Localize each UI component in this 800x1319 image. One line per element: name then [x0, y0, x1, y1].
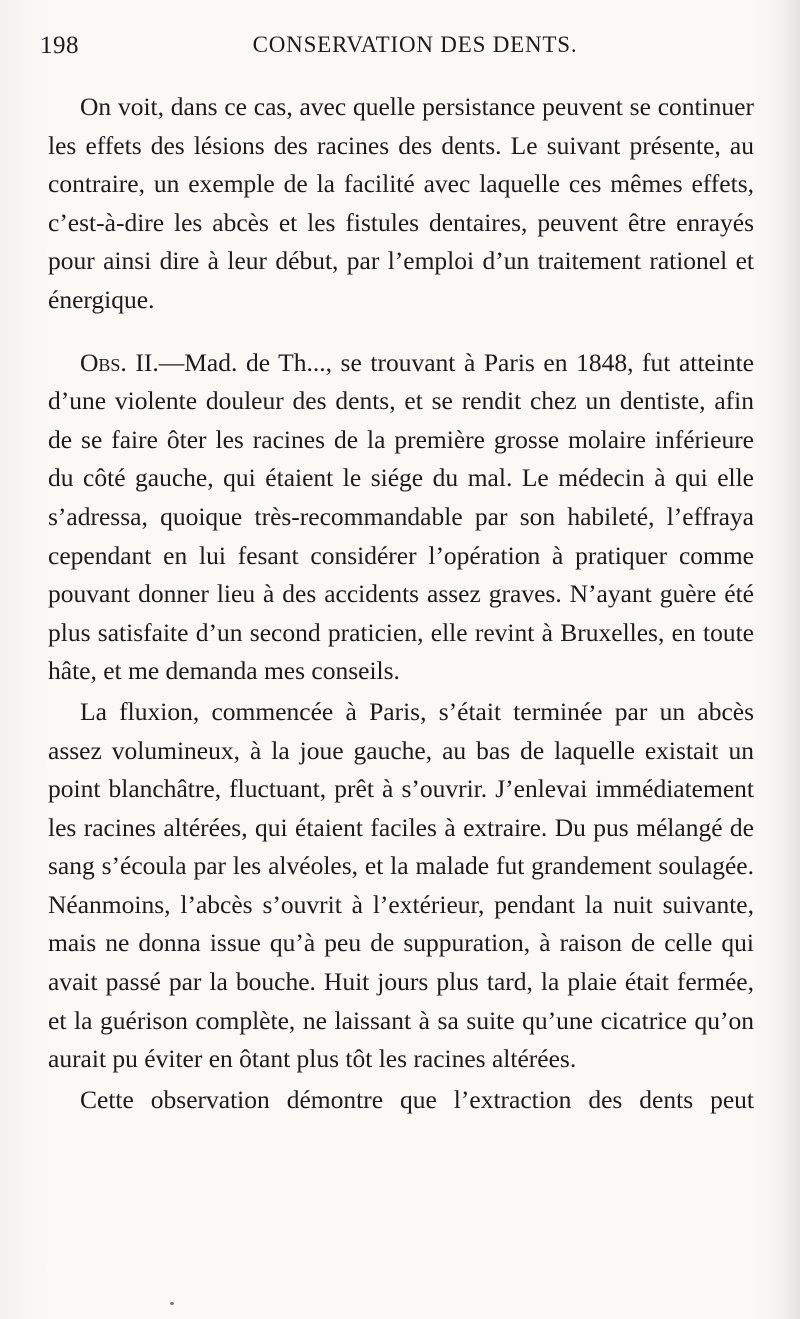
body-text	[48, 88, 754, 1119]
paragraph-intro	[48, 88, 754, 320]
paragraph-observation-text: —Mad. de Th..., se trouvant à Paris en 1848, fut atteinte d’une violente douleur des dents, et se rendit chez un dentiste, afin de se faire ôter les racines de la première grosse molaire inférieure du côté gauche, qui étaient le siége du mal. Le médecin à qui elle s’adressa, quoique très-recommandable par son habileté, l’effraya cependant en lui fesant considérer l’opération à pratiquer comme pouvant donner lieu à des accidents assez graves. N’ayant guère été plus satisfaite d’un second praticien, elle revint à Bruxelles, en toute hâte, et me demanda mes conseils.	[48, 347, 754, 686]
paragraph-intro-text: On voit, dans ce cas, avec quelle persistance peuvent se continuer les effets des lésions des racines des dents. Le suivant présente, au contraire, un exemple de la facilité avec laquelle ces mêmes effets, c’est-à-dire les abcès et les fistules dentaires, peuvent être enrayés pour ainsi dire à leur début, par l’emploi d’un traitement rationel et énergique.	[48, 92, 754, 314]
paragraph-conclusion	[48, 1081, 754, 1120]
paragraph-fluxion	[48, 693, 754, 1079]
paragraph-conclusion-text: Cette observation démontre que l’extraction des dents peut	[80, 1084, 754, 1114]
page-edge-shadow	[782, 0, 800, 1319]
ink-speck	[170, 1302, 174, 1305]
observation-label: Obs. II.	[80, 347, 159, 377]
running-head	[40, 32, 760, 72]
paragraph-observation	[48, 344, 754, 691]
paragraph-fluxion-text: La fluxion, commencée à Paris, s’était terminée par un abcès assez volumineux, à la joue gauche, au bas de laquelle existait un point blanchâtre, fluctuant, prêt à s’ouvrir. J’enlevai immédiatement les racines altérées, qui étaient faciles à extraire. Du pus mélangé de sang s’écoula par les alvéoles, et la malade fut grandement soulagée. Néanmoins, l’abcès s’ouvrit à l’extérieur, pendant la nuit suivante, mais ne donna issue qu’à peu de suppuration, à raison de celle qui avait passé par la bouche. Huit jours plus tard, la plaie était fermée, et la guérison complète, ne laissant à sa suite qu’une cicatrice qu’on aurait pu éviter en ôtant plus tôt les racines altérées.	[48, 696, 754, 1074]
running-title: CONSERVATION DES DENTS.	[252, 32, 578, 57]
page-number: 198	[40, 32, 79, 59]
